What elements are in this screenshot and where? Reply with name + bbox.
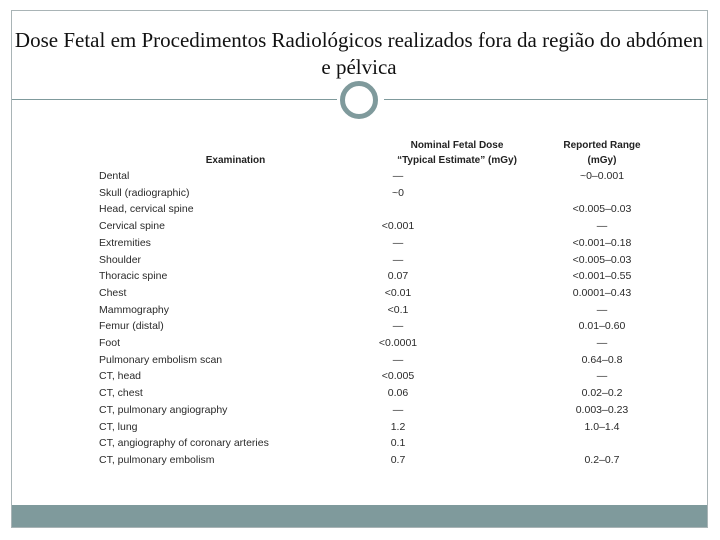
cell-range: [542, 185, 662, 202]
cell-dose: 0.1: [390, 437, 406, 450]
cell-exam: CT, pulmonary embolism: [99, 453, 215, 466]
header-dose-line2: “Typical Estimate” (mGy): [397, 155, 517, 166]
cell-dose: —: [392, 403, 404, 416]
cell-exam: Pulmonary embolism scan: [99, 353, 223, 366]
cell-exam: Chest: [99, 286, 127, 299]
cell-dose: 0.7: [390, 453, 406, 466]
cell-exam: Head, cervical spine: [99, 203, 194, 216]
cell-dose: <0.005: [381, 370, 415, 383]
cell-range: —: [596, 303, 608, 316]
cell-dose: 0.06: [387, 387, 409, 400]
cell-range: 1.0–1.4: [584, 420, 620, 433]
title-divider-right: [384, 99, 707, 100]
table-row: [99, 252, 662, 269]
header-nominal-fetal-dose: [372, 138, 542, 168]
cell-exam: CT, chest: [99, 387, 143, 400]
cell-exam: Shoulder: [99, 253, 142, 266]
table-row: [99, 302, 662, 319]
cell-range: <0.001–0.55: [572, 270, 632, 283]
table-row: [99, 385, 662, 402]
table-row: [99, 435, 662, 452]
table-row: [99, 268, 662, 285]
cell-dose: —: [392, 320, 404, 333]
cell-range: <0.001–0.18: [572, 236, 632, 249]
table-row: [99, 368, 662, 385]
divider-ring-ornament: [340, 81, 378, 119]
cell-dose: —: [392, 236, 404, 249]
header-range-line2: (mGy): [587, 155, 617, 166]
cell-range: 0.02–0.2: [581, 387, 623, 400]
cell-exam: Dental: [99, 170, 130, 182]
cell-dose: ~0: [392, 186, 404, 199]
title-divider-left: [12, 99, 337, 100]
header-reported-range: [542, 138, 662, 168]
cell-dose: 0.07: [387, 270, 409, 283]
cell-exam: CT, head: [99, 370, 142, 383]
cell-dose: —: [392, 253, 404, 266]
cell-exam: Thoracic spine: [99, 270, 168, 283]
cell-range: ~0–0.001: [579, 170, 625, 182]
slide-title: [14, 27, 704, 81]
cell-dose: —: [392, 170, 404, 182]
fetal-dose-table: [99, 138, 662, 469]
cell-exam: CT, lung: [99, 420, 138, 433]
table-row: [99, 352, 662, 369]
cell-range: —: [596, 220, 608, 233]
cell-range: 0.003–0.23: [575, 403, 629, 416]
table-header-row: [99, 138, 662, 168]
slide-title-part2: fora da região do abdómen e pélvica: [321, 28, 704, 79]
cell-exam: Cervical spine: [99, 220, 165, 233]
cell-range: [542, 435, 662, 452]
cell-dose: <0.001: [381, 220, 415, 233]
footer-bar: [12, 505, 707, 527]
cell-exam: Extremities: [99, 236, 151, 249]
cell-range: <0.005–0.03: [572, 253, 632, 266]
table-row: [99, 201, 662, 218]
cell-dose: <0.1: [387, 303, 409, 316]
cell-range: —: [596, 337, 608, 350]
cell-exam: Mammography: [99, 303, 170, 316]
cell-dose: <0.0001: [378, 337, 418, 350]
cell-range: <0.005–0.03: [572, 203, 632, 216]
table-row: [99, 168, 662, 185]
header-dose-line1: Nominal Fetal Dose: [410, 140, 504, 151]
cell-exam: Foot: [99, 337, 121, 350]
header-examination: Examination: [205, 155, 266, 166]
table-row: [99, 419, 662, 436]
cell-exam: CT, pulmonary angiography: [99, 403, 228, 416]
cell-exam: Femur (distal): [99, 320, 164, 333]
header-range-line1: Reported Range: [563, 140, 641, 151]
cell-range: 0.0001–0.43: [572, 286, 632, 299]
cell-range: 0.2–0.7: [584, 453, 620, 466]
table-row: [99, 285, 662, 302]
table-row: [99, 402, 662, 419]
table-row: [99, 452, 662, 469]
cell-range: —: [596, 370, 608, 383]
cell-dose: 1.2: [390, 420, 406, 433]
table-row: [99, 185, 662, 202]
cell-exam: CT, angiography of coronary arteries: [99, 437, 269, 450]
cell-range: 0.01–0.60: [578, 320, 626, 333]
cell-dose: —: [392, 353, 404, 366]
cell-exam: Skull (radiographic): [99, 186, 190, 199]
cell-dose: <0.01: [384, 286, 412, 299]
slide-title-part1: Dose Fetal em Procedimentos Radiológicos realizados: [14, 28, 478, 52]
table-row: [99, 335, 662, 352]
cell-range: 0.64–0.8: [581, 353, 623, 366]
table-row: [99, 235, 662, 252]
table-row: [99, 318, 662, 335]
table-row: [99, 218, 662, 235]
